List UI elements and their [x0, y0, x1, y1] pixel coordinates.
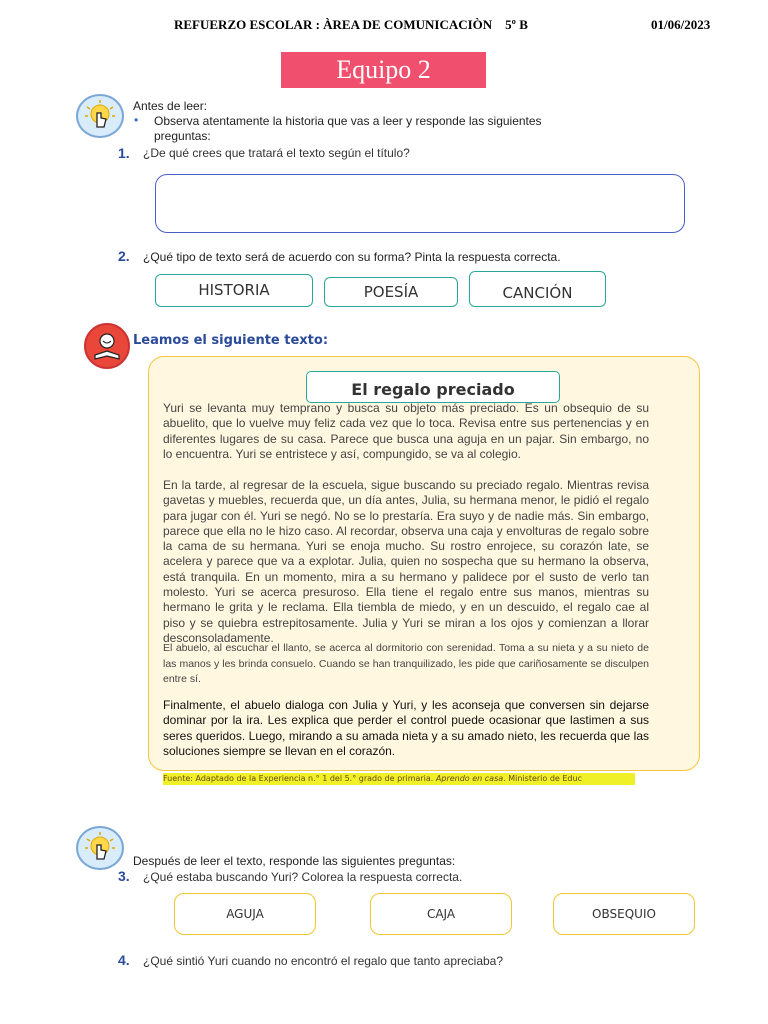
question-2-text: ¿Qué tipo de texto será de acuerdo con su forma? Pinta la respuesta correcta.: [143, 250, 561, 264]
story-paragraph-4: Finalmente, el abuelo dialoga con Julia y Yuri, y les aconseja que conversen sin dejarse dominar por la ira. Les explica que perder el control puede ocasionar que lastimen a sus seres queridos. Luego, mirando a su amada nieta y a su amado nieto, les recuerda que las soluciones siempre se llevan en el corazón.: [163, 698, 649, 758]
before-reading-bullet: Observa atentamente la historia que vas a leer y responde las siguientes preguntas:: [154, 114, 542, 143]
question-3-text: ¿Qué estaba buscando Yuri? Colorea la respuesta correcta.: [143, 870, 463, 884]
story-paragraph-2: En la tarde, al regresar de la escuela, sigue buscando su preciado regalo. Mientras revisa gavetas y muebles, recuerda que, un día antes, Julia, su hermana menor, le pidió el regalo para jugar con él. Yuri se negó. No se lo prestaría. Era suyo y de nadie más. Sin embargo, parece que ella no le hizo caso. Al recordar, observa una caja y envolturas de regalo sobre la cama de su hermana. Yuri se enoja mucho. Su rostro enrojece, su corazón late, se acelera y parece que va a explotar. Julia, quien no sospecha que su hermano la observa, está tranquila. En un momento, mira a su hermano y palidece por el susto de verlo tan molesto. Yuri se acerca presuroso. Ella tiene el regalo entre sus manos, mientras su hermano le grita y le reclama. Ella tiembla de miedo, y en un descuido, el regalo cae al piso y se quiebra estrepitosamente. Julia y Yuri se miran a los ojos y comienzan a llorar desconsoladamente.: [163, 478, 649, 645]
story-paragraph-1: Yuri se levanta muy temprano y busca su objeto más preciado. Es un obsequio de su abuelito, que lo vuelve muy feliz cada vez que lo toca. Revisa entre sus pertenencias y en diferentes lugares de su casa. Parece que busca una aguja en un pajar. Sin embargo, no lo encuentra. Yuri se entristece y así, compungido, se va al colegio.: [163, 401, 649, 461]
question-4-text: ¿Qué sintió Yuri cuando no encontró el regalo que tanto apreciaba?: [143, 954, 504, 968]
source-citation: [163, 773, 635, 785]
question-number-4: 4.: [118, 952, 130, 968]
source-italic: Aprendo en casa: [435, 774, 504, 783]
before-reading-heading: Antes de leer:: [133, 99, 208, 113]
story-title: El regalo preciado: [306, 371, 560, 403]
answer-box-1[interactable]: [155, 174, 685, 233]
team-banner: Equipo 2: [281, 52, 486, 88]
source-prefix: Fuente: Adaptado de la Experiencia n.° 1 del 5.° grado de primaria.: [163, 774, 436, 783]
option-cancion[interactable]: CANCIÓN: [469, 271, 606, 307]
bullet-dot: •: [134, 113, 139, 127]
lightbulb-hand-icon: [76, 94, 124, 138]
question-number-1: 1.: [118, 145, 130, 161]
source-suffix: . Ministerio de Educ: [503, 774, 582, 783]
option-obsequio[interactable]: OBSEQUIO: [553, 893, 695, 935]
lightbulb-hand-icon-2: [76, 826, 124, 870]
question-number-2: 2.: [118, 248, 130, 264]
story-paragraph-3: El abuelo, al escuchar el llanto, se acerca al dormitorio con serenidad. Toma a su nieta y a su nieto de las manos y les brinda consuelo. Cuando se han tranquilizado, les pide que cariñosamente se disculpen entre sí.: [163, 642, 649, 685]
option-caja[interactable]: CAJA: [370, 893, 512, 935]
option-aguja[interactable]: AGUJA: [174, 893, 316, 935]
option-historia[interactable]: HISTORIA: [155, 274, 313, 307]
reading-heading: Leamos el siguiente texto:: [133, 333, 329, 348]
reading-person-icon: [84, 323, 130, 369]
question-1-text: ¿De qué crees que tratará el texto según el título?: [143, 146, 410, 160]
header-date: 01/06/2023: [651, 17, 711, 32]
header-title: REFUERZO ESCOLAR : ÀREA DE COMUNICACIÒN 5º B: [174, 17, 528, 32]
question-number-3: 3.: [118, 868, 130, 884]
option-poesia[interactable]: POESÍA: [324, 277, 458, 307]
after-reading-heading: Después de leer el texto, responde las siguientes preguntas:: [133, 854, 456, 868]
